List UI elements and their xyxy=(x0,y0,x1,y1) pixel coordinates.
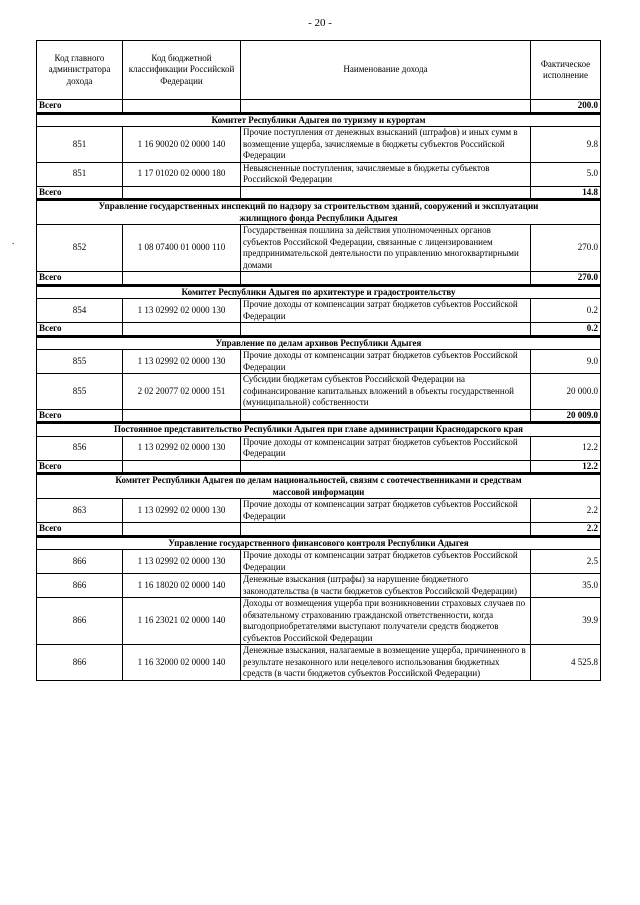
empty-cell xyxy=(123,323,241,337)
section-title: Комитет Республики Адыгея по делам национальностей, связям с соотечественниками и средствам массовой информации xyxy=(37,474,601,499)
amount-cell: 39.9 xyxy=(531,598,601,645)
header-revenue-name: Наименование дохода xyxy=(241,41,531,100)
amount-cell: 20 000.0 xyxy=(531,374,601,410)
budget-code-cell: 1 13 02992 02 0000 130 xyxy=(123,299,241,323)
table-row xyxy=(37,574,601,598)
total-amount: 200.0 xyxy=(531,100,601,114)
admin-code-cell: 851 xyxy=(37,127,123,163)
total-amount: 12.2 xyxy=(531,460,601,474)
budget-code-cell: 1 16 18020 02 0000 140 xyxy=(123,574,241,598)
stray-mark: . xyxy=(12,236,15,246)
revenue-name-cell: Доходы от возмещения ущерба при возникновении страховых случаев по обязательному страхованию гражданской ответственности, когда выгодоприобретателями выступают получатели средств бюджетов субъектов Российской Федерации xyxy=(241,598,531,645)
amount-cell: 2.2 xyxy=(531,499,601,523)
table-row xyxy=(37,350,601,374)
total-amount: 14.8 xyxy=(531,186,601,200)
total-row xyxy=(37,409,601,423)
revenue-name-cell: Денежные взыскания (штрафы) за нарушение бюджетного законодательства (в части бюджетов субъектов Российской Федерации) xyxy=(241,574,531,598)
admin-code-cell: 863 xyxy=(37,499,123,523)
revenue-name-cell: Прочие доходы от компенсации затрат бюджетов субъектов Российской Федерации xyxy=(241,436,531,460)
amount-cell: 270.0 xyxy=(531,225,601,272)
section-title: Постоянное представительство Республики Адыгея при главе администрации Краснодарского края xyxy=(37,423,601,437)
revenue-name-cell: Денежные взыскания, налагаемые в возмещение ущерба, причиненного в результате незаконного или нецелевого использования бюджетных средств (в части бюджетов субъектов Российской Федерации) xyxy=(241,645,531,681)
total-label: Всего xyxy=(37,100,123,114)
empty-cell xyxy=(241,272,531,286)
admin-code-cell: 866 xyxy=(37,598,123,645)
empty-cell xyxy=(123,460,241,474)
amount-cell: 0.2 xyxy=(531,299,601,323)
admin-code-cell: 854 xyxy=(37,299,123,323)
amount-cell: 2.5 xyxy=(531,550,601,574)
budget-code-cell: 1 08 07400 01 0000 110 xyxy=(123,225,241,272)
section-header-row xyxy=(37,423,601,437)
header-budget-code: Код бюджетной классификации Российской Федерации xyxy=(123,41,241,100)
section-header-row xyxy=(37,474,601,499)
empty-cell xyxy=(123,523,241,537)
table-row xyxy=(37,127,601,163)
table-row xyxy=(37,374,601,410)
amount-cell: 5.0 xyxy=(531,162,601,186)
revenue-name-cell: Невыясненные поступления, зачисляемые в бюджеты субъектов Российской Федерации xyxy=(241,162,531,186)
total-row xyxy=(37,186,601,200)
revenue-name-cell: Субсидии бюджетам субъектов Российской Федерации на софинансирование капитальных вложений в объекты государственной (муниципальной) собственности xyxy=(241,374,531,410)
budget-code-cell: 2 02 20077 02 0000 151 xyxy=(123,374,241,410)
amount-cell: 4 525.8 xyxy=(531,645,601,681)
revenue-name-cell: Прочие доходы от компенсации затрат бюджетов субъектов Российской Федерации xyxy=(241,550,531,574)
revenue-name-cell: Прочие доходы от компенсации затрат бюджетов субъектов Российской Федерации xyxy=(241,299,531,323)
page-number: - 20 - xyxy=(308,17,332,29)
total-row xyxy=(37,323,601,337)
section-header-row xyxy=(37,285,601,299)
table-row xyxy=(37,645,601,681)
section-title: Комитет Республики Адыгея по туризму и курортам xyxy=(37,113,601,127)
total-amount: 270.0 xyxy=(531,272,601,286)
total-amount: 0.2 xyxy=(531,323,601,337)
total-label: Всего xyxy=(37,409,123,423)
section-title: Комитет Республики Адыгея по архитектуре и градостроительству xyxy=(37,285,601,299)
admin-code-cell: 855 xyxy=(37,350,123,374)
header-actual-execution: Фактическое исполнение xyxy=(531,41,601,100)
empty-cell xyxy=(241,460,531,474)
section-header-row xyxy=(37,536,601,550)
empty-cell xyxy=(241,523,531,537)
empty-cell xyxy=(123,186,241,200)
section-header-row xyxy=(37,336,601,350)
total-label: Всего xyxy=(37,323,123,337)
table-row xyxy=(37,436,601,460)
table-row xyxy=(37,598,601,645)
amount-cell: 9.0 xyxy=(531,350,601,374)
total-row xyxy=(37,100,601,114)
empty-cell xyxy=(123,409,241,423)
budget-code-cell: 1 16 90020 02 0000 140 xyxy=(123,127,241,163)
table-row xyxy=(37,499,601,523)
admin-code-cell: 852 xyxy=(37,225,123,272)
total-row xyxy=(37,460,601,474)
empty-cell xyxy=(241,100,531,114)
table-body xyxy=(37,100,601,681)
revenue-name-cell: Государственная пошлина за действия уполномоченных органов субъектов Российской Федерации, связанные с лицензированием предпринимательской деятельности по управлению многоквартирными домами xyxy=(241,225,531,272)
header-admin-code: Код главного администратора дохода xyxy=(37,41,123,100)
empty-cell xyxy=(241,186,531,200)
amount-cell: 9.8 xyxy=(531,127,601,163)
budget-code-cell: 1 13 02992 02 0000 130 xyxy=(123,499,241,523)
total-amount: 20 009.0 xyxy=(531,409,601,423)
amount-cell: 35.0 xyxy=(531,574,601,598)
total-row xyxy=(37,523,601,537)
total-row xyxy=(37,272,601,286)
table-header-row xyxy=(37,41,601,100)
empty-cell xyxy=(241,409,531,423)
budget-code-cell: 1 16 32000 02 0000 140 xyxy=(123,645,241,681)
budget-code-cell: 1 13 02992 02 0000 130 xyxy=(123,350,241,374)
revenue-table xyxy=(36,40,601,681)
total-label: Всего xyxy=(37,523,123,537)
total-amount: 2.2 xyxy=(531,523,601,537)
budget-code-cell: 1 13 02992 02 0000 130 xyxy=(123,550,241,574)
amount-cell: 12.2 xyxy=(531,436,601,460)
table-row xyxy=(37,299,601,323)
admin-code-cell: 856 xyxy=(37,436,123,460)
budget-code-cell: 1 17 01020 02 0000 180 xyxy=(123,162,241,186)
admin-code-cell: 855 xyxy=(37,374,123,410)
total-label: Всего xyxy=(37,460,123,474)
total-label: Всего xyxy=(37,272,123,286)
section-header-row xyxy=(37,113,601,127)
total-label: Всего xyxy=(37,186,123,200)
admin-code-cell: 866 xyxy=(37,550,123,574)
empty-cell xyxy=(241,323,531,337)
budget-code-cell: 1 13 02992 02 0000 130 xyxy=(123,436,241,460)
revenue-name-cell: Прочие доходы от компенсации затрат бюджетов субъектов Российской Федерации xyxy=(241,350,531,374)
table-row xyxy=(37,550,601,574)
budget-code-cell: 1 16 23021 02 0000 140 xyxy=(123,598,241,645)
admin-code-cell: 851 xyxy=(37,162,123,186)
section-title: Управление государственного финансового контроля Республики Адыгея xyxy=(37,536,601,550)
table-row xyxy=(37,225,601,272)
revenue-name-cell: Прочие поступления от денежных взысканий (штрафов) и иных сумм в возмещение ущерба, зачисляемые в бюджеты субъектов Российской Федерации xyxy=(241,127,531,163)
section-header-row xyxy=(37,200,601,225)
admin-code-cell: 866 xyxy=(37,645,123,681)
section-title: Управление по делам архивов Республики Адыгея xyxy=(37,336,601,350)
empty-cell xyxy=(123,272,241,286)
admin-code-cell: 866 xyxy=(37,574,123,598)
table-row xyxy=(37,162,601,186)
revenue-name-cell: Прочие доходы от компенсации затрат бюджетов субъектов Российской Федерации xyxy=(241,499,531,523)
empty-cell xyxy=(123,100,241,114)
section-title: Управление государственных инспекций по надзору за строительством зданий, сооружений и эксплуатации жилищного фонда Республики Адыгея xyxy=(37,200,601,225)
